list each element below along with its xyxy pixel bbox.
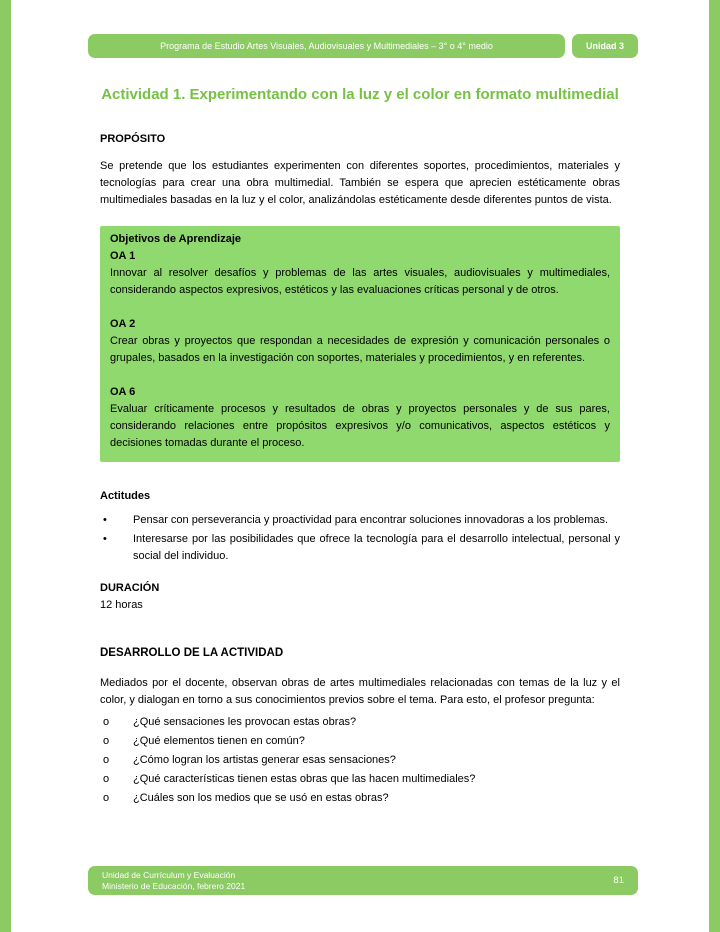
question-item — [100, 732, 620, 751]
circle-bullet-icon: o — [103, 792, 110, 804]
circle-bullet-icon: o — [103, 773, 110, 785]
proposito-paragraph: Se pretende que los estudiantes experimenten con diferentes soportes, procedimientos, materiales y tecnologías para crear una obra multimedial. También se espera que aprecien estéticamente obras multimediales basadas en la luz y el color, analizándolas estéticamente desde diferentes puntos de vista. — [100, 160, 620, 206]
oa-text: Innovar al resolver desafíos y problemas de las artes visuales, audiovisuales y multimediales, considerando aspectos expresivos, estéticos y las evaluaciones críticas personal y de otros. — [110, 267, 610, 296]
activity-title: Actividad 1. Experimentando con la luz y el color en formato multimedial — [101, 86, 619, 103]
circle-bullet-icon: o — [103, 754, 110, 766]
document-body — [100, 131, 620, 808]
question-text: ¿Qué características tienen estas obras que las hacen multimediales? — [133, 773, 476, 785]
objetivos-box — [100, 226, 620, 462]
oa-text: Evaluar críticamente procesos y resultados de obras y proyectos personales y de sus pares, considerando relaciones entre propósitos expresivos y/o comunicativos, aspectos estéticos y decisiones tomadas durante el proceso. — [110, 403, 610, 449]
unit-badge — [572, 34, 638, 58]
footer-line2: Ministerio de Educación, febrero 2021 — [102, 880, 246, 891]
page-footer — [88, 866, 638, 895]
objetivos-heading: Objetivos de Aprendizaje — [110, 233, 242, 245]
question-text: ¿Cómo logran los artistas generar esas sensaciones? — [133, 754, 396, 766]
oa-item-3 — [110, 384, 610, 452]
question-text: ¿Cuáles son los medios que se usó en estas obras? — [133, 792, 389, 804]
program-title: Programa de Estudio Artes Visuales, Audiovisuales y Multimediales – 3° o 4° medio — [160, 41, 493, 51]
oa-code: OA 1 — [110, 250, 136, 262]
oa-code: OA 6 — [110, 386, 136, 398]
question-item — [100, 751, 620, 770]
oa-item-1 — [110, 248, 610, 299]
footer-credits — [102, 870, 245, 892]
question-item — [100, 789, 620, 808]
bullet-icon: • — [103, 533, 107, 545]
list-item — [100, 512, 620, 529]
desarrollo-heading: DESARROLLO DE LA ACTIVIDAD — [100, 647, 284, 659]
oa-item-2 — [110, 316, 610, 367]
unit-badge-label: Unidad 3 — [585, 41, 624, 51]
left-border-band — [0, 0, 11, 932]
duracion-value: 12 horas — [100, 599, 143, 611]
questions-list — [100, 713, 620, 808]
proposito-heading: PROPÓSITO — [100, 133, 166, 145]
question-text: ¿Qué sensaciones les provocan estas obras? — [133, 716, 357, 728]
page-header — [88, 34, 638, 58]
footer-line1: Unidad de Currículum y Evaluación — [102, 869, 236, 880]
program-banner — [88, 34, 565, 58]
question-item — [100, 770, 620, 789]
actitudes-list — [100, 512, 620, 565]
oa-code: OA 2 — [110, 318, 136, 330]
circle-bullet-icon: o — [103, 716, 110, 728]
oa-text: Crear obras y proyectos que respondan a necesidades de expresión y comunicación personales o grupales, basados en la investigación con soportes, materiales y procedimientos, y en referentes. — [110, 335, 610, 364]
page-number: 81 — [613, 875, 624, 886]
circle-bullet-icon: o — [103, 735, 110, 747]
desarrollo-intro: Mediados por el docente, observan obras de artes multimediales relacionadas con temas de la luz y el color, y dialogan en torno a sus conocimientos previos sobre el tema. Para esto, el profesor pregunta: — [100, 677, 620, 706]
bullet-icon: • — [103, 514, 107, 526]
right-border-band — [709, 0, 720, 932]
question-item — [100, 713, 620, 732]
duracion-heading: DURACIÓN — [100, 582, 160, 594]
actitudes-heading: Actitudes — [100, 490, 151, 502]
actitud-text: Interesarse por las posibilidades que ofrece la tecnología para el desarrollo intelectual, personal y social del individuo. — [133, 533, 620, 562]
actitud-text: Pensar con perseverancia y proactividad para encontrar soluciones innovadoras a los problemas. — [133, 514, 609, 526]
list-item — [100, 531, 620, 565]
question-text: ¿Qué elementos tienen en común? — [133, 735, 305, 747]
